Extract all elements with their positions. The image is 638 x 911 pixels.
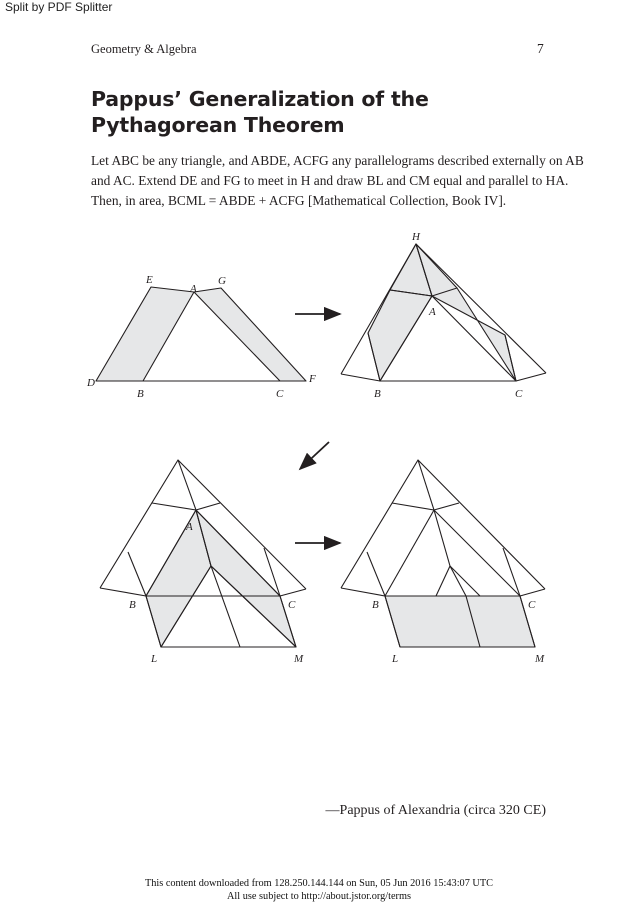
pappus-figure (0, 225, 638, 670)
label-b: B (129, 599, 136, 611)
label-l: L (151, 653, 158, 665)
arrow-diagonal (300, 442, 329, 469)
label-f: F (309, 373, 316, 385)
panel-4-diagram (341, 460, 545, 647)
label-l: L (392, 653, 399, 665)
edge (196, 503, 220, 510)
footer-terms-line: All use subject to http://about.jstor.org/terms (227, 890, 411, 902)
panel-3-diagram (100, 460, 306, 647)
label-a: A (190, 283, 197, 295)
panel-2-diagram (341, 244, 546, 381)
body-line: Let ABC be any triangle, and ABDE, ACFG any parallelograms described externally on AB (91, 153, 584, 168)
label-c: C (528, 599, 536, 611)
panel-1-diagram (96, 287, 306, 381)
label-c: C (288, 599, 296, 611)
body-line: and AC. Extend DE and FG to meet in H and draw BL and CM equal and parallel to HA. (91, 173, 569, 188)
edge (341, 588, 385, 596)
label-g: G (218, 275, 226, 287)
label-e: E (146, 274, 153, 286)
parallelogram-acfg (194, 288, 306, 381)
edge (520, 589, 545, 596)
running-head: Geometry & Algebra (91, 42, 197, 56)
edge (128, 552, 146, 596)
jstor-footer (0, 878, 638, 903)
label-a: A (429, 306, 436, 318)
edge (100, 588, 146, 596)
edge (152, 503, 196, 510)
page-number: 7 (537, 41, 544, 56)
label-b: B (137, 388, 144, 400)
label-c: C (515, 388, 523, 400)
edge (280, 589, 306, 596)
edge (436, 566, 450, 596)
attribution: —Pappus of Alexandria (circa 320 CE) (325, 803, 546, 818)
edge (341, 374, 380, 381)
edge (450, 566, 466, 596)
edge-ac (434, 510, 520, 596)
outer-outline (341, 244, 546, 374)
segment-ha (178, 460, 196, 510)
label-h: H (412, 231, 420, 243)
label-c: C (276, 388, 284, 400)
page-title: Pappus’ Generalization of the Pythagorean Theorem (91, 87, 429, 137)
label-a: A (186, 521, 193, 533)
pdf-splitter-watermark: Split by PDF Splitter (5, 0, 113, 14)
body-line: Then, in area, BCML = ABDE + ACFG [Mathematical Collection, Book IV]. (91, 193, 507, 208)
body-paragraph (91, 151, 584, 211)
label-d: D (87, 377, 95, 389)
label-m: M (294, 653, 304, 665)
shaded-right-parallelogram (196, 510, 296, 647)
label-m: M (535, 653, 545, 665)
label-b: B (374, 388, 381, 400)
shaded-left-band (368, 290, 432, 381)
edge (450, 566, 480, 596)
outer-outline (341, 460, 545, 589)
edge (392, 503, 434, 510)
edge (516, 373, 546, 381)
parallelogram-abde (96, 287, 194, 381)
edge (434, 503, 459, 510)
edge-ab (385, 510, 434, 596)
label-b: B (372, 599, 379, 611)
edge (367, 552, 385, 596)
square-bcml (385, 596, 535, 647)
footer-download-line: This content downloaded from 128.250.144.144 on Sun, 05 Jun 2016 15:43:07 UTC (144, 878, 494, 889)
